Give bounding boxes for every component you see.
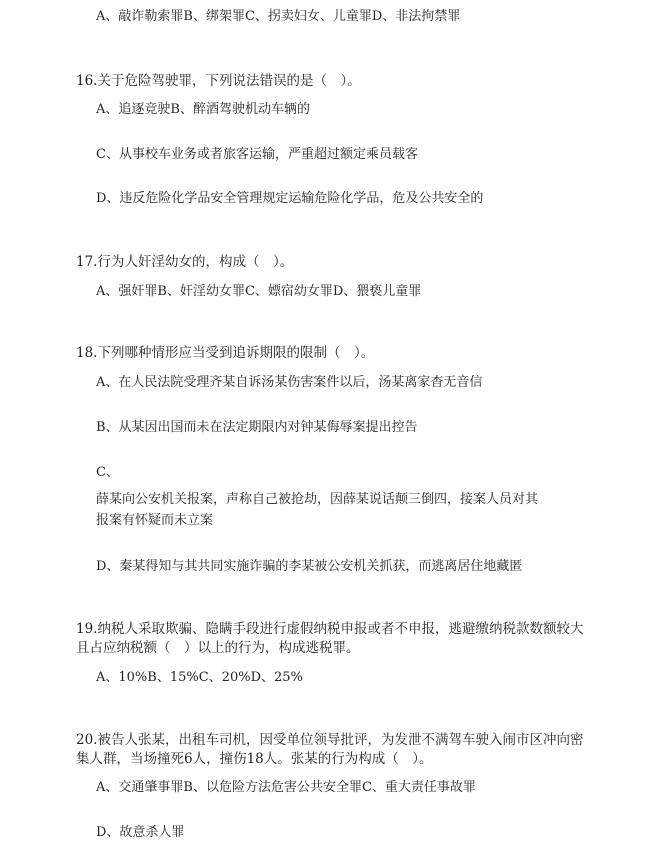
q17-options: A、强奸罪B、奸淫幼女罪C、嫖宿幼女罪D、猥亵儿童罪 xyxy=(96,284,422,299)
q15-options: A、敲诈勒索罪B、绑架罪C、拐卖妇女、儿童罪D、非法拘禁罪 xyxy=(96,9,461,24)
q18-option-a: A、在人民法院受理齐某自诉汤某伤害案件以后，汤某离家杳无音信 xyxy=(96,375,483,390)
q18-option-c-line2: 报案有怀疑而未立案 xyxy=(96,513,214,528)
q20-option-d: D、故意杀人罪 xyxy=(96,825,185,840)
q18-option-b: B、从某因出国而未在法定期限内对钟某侮辱案提出控告 xyxy=(96,420,418,435)
question-19-line1: 19.纳税人采取欺骗、隐瞒手段进行虚假纳税申报或者不申报，逃避缴纳税款数额较大 xyxy=(76,621,584,637)
q18-option-c-line1: 薛某向公安机关报案，声称自己被抢劫，因薛某说话颠三倒四，接案人员对其 xyxy=(96,492,539,507)
q16-option-ab: A、追逐竞驶B、醉酒驾驶机动车辆的 xyxy=(96,102,310,117)
question-19-line2: 且占应纳税额（ ）以上的行为，构成逃税罪。 xyxy=(76,640,360,656)
q18-option-c-label: C、 xyxy=(96,465,119,480)
question-18: 18.下列哪种情形应当受到追诉期限的限制（ ）。 xyxy=(76,345,375,361)
q16-option-c: C、从事校车业务或者旅客运输，严重超过额定乘员载客 xyxy=(96,147,418,162)
q19-options: A、10%B、15%C、20%D、25% xyxy=(96,670,303,685)
question-16: 16.关于危险驾驶罪，下列说法错误的是（ ）。 xyxy=(76,73,361,89)
question-20-line1: 20.被告人张某，出租车司机，因受单位领导批评，为发泄不满驾车驶入闹市区冲向密 xyxy=(76,732,584,748)
question-20-line2: 集人群，当场撞死6人，撞伤18人。张某的行为构成（ ）。 xyxy=(76,751,433,767)
question-17: 17.行为人奸淫幼女的，构成（ ）。 xyxy=(76,254,294,270)
q16-option-d: D、违反危险化学品安全管理规定运输危险化学品，危及公共安全的 xyxy=(96,191,484,206)
q20-options-abc: A、交通肇事罪B、以危险方法危害公共安全罪C、重大责任事故罪 xyxy=(96,780,476,795)
q18-option-d: D、秦某得知与其共同实施诈骗的李某被公安机关抓获，而逃离居住地藏匿 xyxy=(96,559,523,574)
